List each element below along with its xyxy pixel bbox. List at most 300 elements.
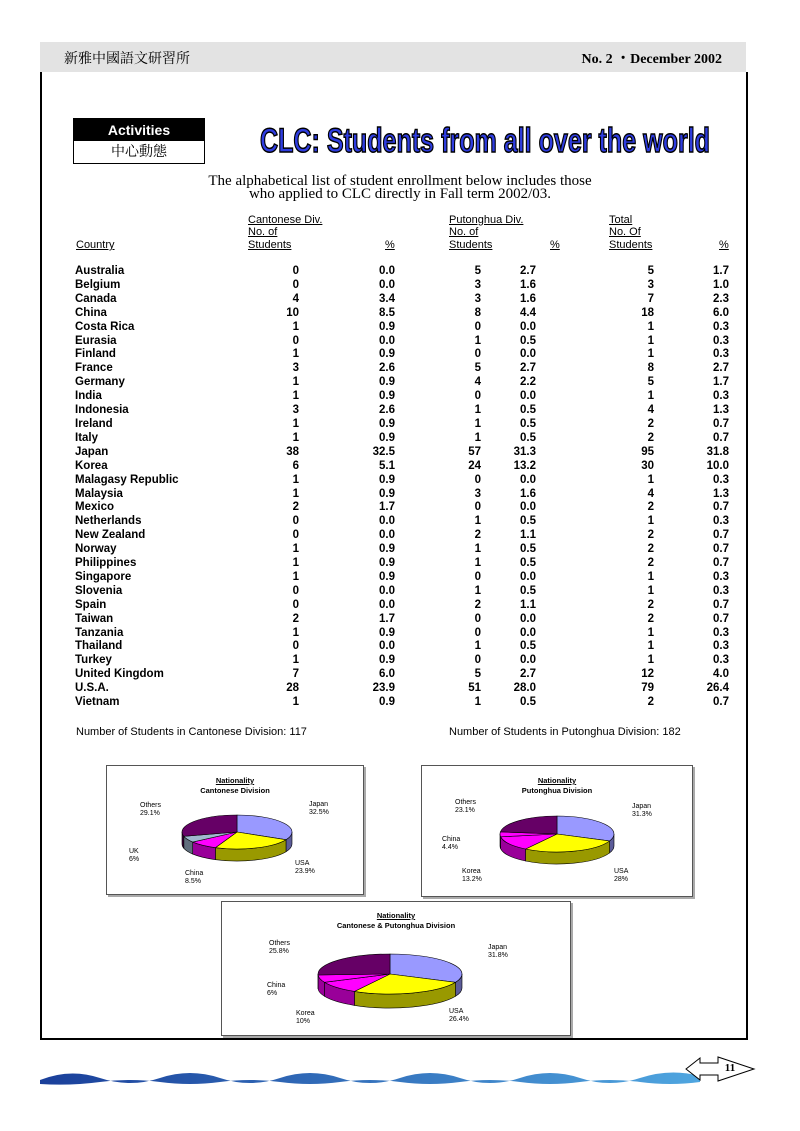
value-cell: 1.7 [379, 612, 395, 625]
table-row [75, 307, 729, 321]
value-cell: 4 [474, 376, 481, 389]
value-cell: 23.9 [372, 682, 395, 695]
value-cell: 2 [292, 612, 299, 625]
country-cell: United Kingdom [75, 668, 164, 681]
value-cell: 0.0 [520, 612, 536, 625]
value-cell: 2.2 [520, 376, 536, 389]
activities-subtitle: 中心動態 [111, 144, 167, 160]
value-cell: 1.7 [713, 265, 729, 277]
value-cell: 0.3 [713, 473, 729, 486]
value-cell: 1 [474, 404, 481, 417]
value-cell: 0.5 [520, 515, 536, 528]
intro-line-2: who applied to CLC directly in Fall term 2002/03. [248, 186, 552, 202]
table-row [75, 335, 729, 349]
slice-label-korea: Korea 13.2% [462, 868, 482, 883]
table-row [75, 515, 729, 529]
value-cell: 0.5 [520, 404, 536, 417]
page-number: 11 [724, 1062, 736, 1074]
value-cell: 7 [292, 668, 299, 681]
value-cell: 0.7 [713, 696, 729, 709]
value-cell: 0.7 [713, 557, 729, 570]
table-row [75, 390, 729, 404]
value-cell: 0 [292, 584, 299, 597]
chart-title-nationality: Nationality [215, 776, 255, 785]
slice-label-japan: Japan 31.3% [632, 803, 652, 818]
value-cell: 0 [292, 529, 299, 542]
value-cell: 2.6 [379, 404, 395, 417]
value-cell: 26.4 [706, 682, 729, 695]
value-cell: 0.0 [379, 334, 395, 347]
value-cell: 0.0 [379, 529, 395, 542]
value-cell: 1.6 [520, 292, 536, 305]
country-cell: Turkey [75, 654, 112, 667]
value-cell: 0.9 [379, 543, 395, 556]
chart-title-nationality: Nationality [537, 776, 577, 785]
table-row [75, 599, 729, 613]
value-cell: 2 [647, 696, 654, 709]
chart-subtitle: Putonghua Division [521, 786, 593, 795]
value-cell: 0 [474, 348, 481, 361]
table-row [75, 460, 729, 474]
country-cell: Slovenia [75, 584, 123, 597]
value-cell: 2.3 [713, 292, 729, 305]
value-cell: 0.0 [520, 501, 536, 514]
value-cell: 6 [292, 459, 299, 472]
country-cell: Canada [75, 292, 117, 305]
value-cell: 2 [647, 612, 654, 625]
value-cell: 0.0 [520, 320, 536, 333]
value-cell: 0.9 [379, 376, 395, 389]
value-cell: 2.6 [379, 362, 395, 375]
banner-text: CLC: Students from all over the world [260, 122, 710, 160]
country-cell: Japan [75, 445, 109, 458]
country-cell: Eurasia [75, 334, 117, 347]
value-cell: 0.0 [520, 390, 536, 403]
country-cell: Korea [75, 459, 108, 472]
value-cell: 0.0 [379, 278, 395, 291]
value-cell: 2 [474, 529, 481, 542]
country-cell: Australia [75, 265, 125, 277]
value-cell: 1 [647, 584, 654, 597]
value-cell: 1 [474, 584, 481, 597]
value-cell: 28.0 [513, 682, 536, 695]
value-cell: 31.8 [706, 445, 729, 458]
country-cell: France [75, 362, 113, 375]
chart-title-nationality: Nationality [376, 911, 416, 920]
table-row [75, 501, 729, 515]
header-putonghua-pct: % [550, 239, 560, 251]
value-cell: 1 [647, 473, 654, 486]
value-cell: 6.0 [379, 668, 395, 681]
value-cell: 4 [647, 487, 654, 500]
value-cell: 3 [474, 278, 481, 291]
value-cell: 0 [474, 320, 481, 333]
value-cell: 1 [474, 640, 481, 653]
header-cantonese-no: No. of [248, 226, 278, 239]
value-cell: 5 [474, 265, 481, 277]
cantonese-summary: Number of Students in Cantonese Division: 117 [76, 726, 307, 738]
value-cell: 1 [292, 626, 299, 639]
value-cell: 0 [292, 515, 299, 528]
value-cell: 5 [647, 376, 654, 389]
slice-label-uk: UK 6% [129, 848, 140, 863]
country-cell: India [75, 390, 102, 403]
value-cell: 0 [292, 640, 299, 653]
table-row [75, 432, 729, 446]
value-cell: 0.0 [520, 473, 536, 486]
table-row [75, 362, 729, 376]
intro-line-1: The alphabetical list of student enrollment below includes those [208, 173, 592, 189]
value-cell: 0.3 [713, 584, 729, 597]
publication-title: 新雅中國語文研習所 [64, 51, 190, 67]
slice-label-others: Others 29.1% [140, 802, 162, 817]
slice-label-korea: Korea 10% [296, 1010, 315, 1025]
value-cell: 2.7 [520, 668, 536, 681]
country-cell: Malaysia [75, 487, 123, 500]
value-cell: 4.0 [713, 668, 729, 681]
value-cell: 0.9 [379, 390, 395, 403]
value-cell: 8.5 [379, 306, 395, 319]
pie-chart-putonghua [421, 765, 693, 897]
value-cell: 0 [474, 626, 481, 639]
value-cell: 0.7 [713, 501, 729, 514]
header-total: Total [609, 214, 633, 226]
value-cell: 0.9 [379, 348, 395, 361]
value-cell: 1 [647, 654, 654, 667]
value-cell: 1.6 [520, 487, 536, 500]
table-row [75, 488, 729, 502]
country-cell: Taiwan [75, 612, 114, 625]
value-cell: 0.9 [379, 320, 395, 333]
value-cell: 1 [647, 334, 654, 347]
value-cell: 2 [474, 598, 481, 611]
table-row [75, 696, 729, 710]
value-cell: 4.4 [520, 306, 536, 319]
value-cell: 0.0 [379, 598, 395, 611]
value-cell: 5 [647, 265, 654, 277]
value-cell: 2.7 [713, 362, 729, 375]
value-cell: 0.3 [713, 654, 729, 667]
country-cell: Vietnam [75, 696, 120, 709]
value-cell: 1 [647, 390, 654, 403]
value-cell: 1 [292, 570, 299, 583]
value-cell: 1 [292, 348, 299, 361]
country-cell: Germany [75, 376, 125, 389]
country-cell: Netherlands [75, 515, 142, 528]
header-putonghua-students: Students [449, 238, 493, 251]
value-cell: 8 [474, 306, 481, 319]
header-total-pct: % [719, 239, 729, 251]
value-cell: 1 [474, 417, 481, 430]
value-cell: 5 [474, 668, 481, 681]
value-cell: 0.9 [379, 696, 395, 709]
value-cell: 1.3 [713, 404, 729, 417]
value-cell: 0.5 [520, 334, 536, 347]
value-cell: 0.7 [713, 529, 729, 542]
table-row [75, 279, 729, 293]
value-cell: 0 [292, 265, 299, 277]
value-cell: 0.0 [520, 626, 536, 639]
activities-badge [73, 118, 205, 164]
intro-paragraph [150, 175, 650, 201]
value-cell: 24 [468, 459, 481, 472]
pie-chart-combined [221, 901, 571, 1036]
pie-slice-others [500, 816, 557, 834]
country-cell: Tanzania [75, 626, 124, 639]
value-cell: 0.0 [520, 570, 536, 583]
value-cell: 1 [474, 334, 481, 347]
table-row [75, 613, 729, 627]
header-cantonese-pct: % [385, 239, 395, 251]
country-cell: Spain [75, 598, 107, 611]
table-row [75, 446, 729, 460]
slice-label-japan: Japan 32.5% [309, 801, 329, 816]
value-cell: 0.3 [713, 390, 729, 403]
value-cell: 0 [292, 278, 299, 291]
value-cell: 1.7 [713, 376, 729, 389]
value-cell: 0.9 [379, 487, 395, 500]
value-cell: 1 [292, 543, 299, 556]
value-cell: 1 [292, 654, 299, 667]
country-cell: Indonesia [75, 404, 129, 417]
value-cell: 0.9 [379, 431, 395, 444]
table-row [75, 529, 729, 543]
value-cell: 3 [474, 292, 481, 305]
value-cell: 0.3 [713, 348, 729, 361]
activities-title: Activities [74, 119, 204, 141]
value-cell: 0.3 [713, 570, 729, 583]
value-cell: 57 [468, 445, 481, 458]
country-cell: New Zealand [75, 529, 146, 542]
country-cell: Thailand [75, 640, 123, 653]
table-row [75, 571, 729, 585]
value-cell: 1 [647, 515, 654, 528]
value-cell: 0.0 [379, 265, 395, 277]
footer-wave-decoration [40, 1060, 700, 1090]
value-cell: 0.5 [520, 696, 536, 709]
chart-subtitle: Cantonese & Putonghua Division [336, 921, 456, 930]
table-row [75, 474, 729, 488]
value-cell: 0.0 [379, 584, 395, 597]
value-cell: 1 [474, 515, 481, 528]
value-cell: 0 [474, 501, 481, 514]
issue-label: No. 2 ・December 2002 [581, 52, 722, 67]
value-cell: 1 [474, 696, 481, 709]
value-cell: 0 [474, 654, 481, 667]
slice-label-china: China 6% [267, 982, 286, 997]
table-row [75, 668, 729, 682]
value-cell: 0.0 [520, 348, 536, 361]
country-cell: Belgium [75, 278, 121, 291]
value-cell: 0.3 [713, 626, 729, 639]
value-cell: 1 [292, 557, 299, 570]
value-cell: 0.9 [379, 654, 395, 667]
slice-label-usa: USA 23.9% [295, 860, 315, 875]
country-cell: Philippines [75, 557, 137, 570]
value-cell: 1 [647, 348, 654, 361]
value-cell: 2 [647, 417, 654, 430]
value-cell: 0 [474, 612, 481, 625]
country-cell: Singapore [75, 570, 132, 583]
value-cell: 13.2 [513, 459, 536, 472]
value-cell: 1 [292, 390, 299, 403]
table-row [75, 627, 729, 641]
value-cell: 1 [292, 473, 299, 486]
value-cell: 1.1 [520, 598, 536, 611]
value-cell: 1 [647, 320, 654, 333]
value-cell: 0 [292, 334, 299, 347]
table-row [75, 418, 729, 432]
slice-label-china: China 4.4% [442, 836, 461, 851]
value-cell: 1 [474, 431, 481, 444]
value-cell: 0.5 [520, 584, 536, 597]
header-total-no: No. Of [609, 226, 641, 239]
value-cell: 0 [474, 570, 481, 583]
value-cell: 0.7 [713, 431, 729, 444]
value-cell: 2 [292, 501, 299, 514]
pie-slice-others [318, 954, 390, 975]
value-cell: 2 [647, 598, 654, 611]
slice-label-others: Others 25.8% [269, 940, 291, 955]
value-cell: 1.7 [379, 501, 395, 514]
value-cell: 0.7 [713, 543, 729, 556]
value-cell: 4 [292, 292, 299, 305]
value-cell: 0.3 [713, 515, 729, 528]
table-row [75, 654, 729, 668]
value-cell: 0.7 [713, 598, 729, 611]
value-cell: 3 [292, 362, 299, 375]
enrollment-table [75, 265, 729, 710]
table-row [75, 321, 729, 335]
header-cantonese-students: Students [248, 238, 292, 251]
banner-title [255, 114, 715, 166]
value-cell: 30 [641, 459, 654, 472]
value-cell: 8 [647, 362, 654, 375]
value-cell: 1 [292, 417, 299, 430]
chart-subtitle: Cantonese Division [200, 786, 270, 795]
value-cell: 2 [647, 529, 654, 542]
value-cell: 1 [292, 696, 299, 709]
value-cell: 0.5 [520, 640, 536, 653]
value-cell: 1 [292, 487, 299, 500]
table-row [75, 348, 729, 362]
value-cell: 0.5 [520, 417, 536, 430]
country-cell: Norway [75, 543, 117, 556]
slice-label-japan: Japan 31.8% [488, 944, 508, 959]
value-cell: 0.5 [520, 543, 536, 556]
value-cell: 31.3 [513, 445, 536, 458]
slice-label-others: Others 23.1% [455, 799, 477, 814]
header-putonghua-group [449, 214, 523, 251]
value-cell: 18 [641, 306, 654, 319]
value-cell: 0 [474, 390, 481, 403]
country-cell: China [75, 306, 107, 319]
value-cell: 0.3 [713, 320, 729, 333]
table-row [75, 293, 729, 307]
enrollment-table-body [75, 265, 729, 710]
value-cell: 1.3 [713, 487, 729, 500]
value-cell: 51 [468, 682, 481, 695]
value-cell: 1 [474, 543, 481, 556]
value-cell: 28 [286, 682, 299, 695]
value-cell: 1.0 [713, 278, 729, 291]
country-cell: Italy [75, 431, 99, 444]
value-cell: 1 [474, 557, 481, 570]
value-cell: 4 [647, 404, 654, 417]
value-cell: 1 [292, 320, 299, 333]
table-row [75, 585, 729, 599]
value-cell: 79 [641, 682, 654, 695]
value-cell: 3 [292, 404, 299, 417]
putonghua-summary: Number of Students in Putonghua Division: 182 [449, 726, 681, 738]
value-cell: 0.9 [379, 626, 395, 639]
header-putonghua-no: No. of [449, 226, 479, 239]
value-cell: 0.5 [520, 431, 536, 444]
value-cell: 0.9 [379, 417, 395, 430]
header-bar [40, 42, 746, 72]
table-row [75, 265, 729, 279]
value-cell: 0 [474, 473, 481, 486]
value-cell: 2 [647, 431, 654, 444]
value-cell: 0.5 [520, 557, 536, 570]
value-cell: 0.7 [713, 612, 729, 625]
table-row [75, 640, 729, 654]
value-cell: 1 [647, 640, 654, 653]
value-cell: 2.7 [520, 362, 536, 375]
value-cell: 3.4 [379, 292, 395, 305]
value-cell: 0.9 [379, 570, 395, 583]
value-cell: 12 [641, 668, 654, 681]
value-cell: 2 [647, 501, 654, 514]
value-cell: 1 [647, 626, 654, 639]
value-cell: 0.9 [379, 557, 395, 570]
table-row [75, 543, 729, 557]
value-cell: 2 [647, 557, 654, 570]
value-cell: 6.0 [713, 306, 729, 319]
value-cell: 10 [286, 306, 299, 319]
slice-label-usa: USA 28% [614, 868, 629, 883]
value-cell: 38 [286, 445, 299, 458]
value-cell: 1 [292, 431, 299, 444]
value-cell: 0.0 [379, 640, 395, 653]
table-row [75, 376, 729, 390]
value-cell: 5 [474, 362, 481, 375]
value-cell: 3 [474, 487, 481, 500]
table-row [75, 404, 729, 418]
value-cell: 95 [641, 445, 654, 458]
header-total-group [609, 214, 652, 251]
pie-svg [222, 902, 570, 1035]
country-cell: Ireland [75, 417, 113, 430]
country-cell: Costa Rica [75, 320, 135, 333]
value-cell: 0.9 [379, 473, 395, 486]
slice-label-china: China 8.5% [185, 870, 204, 885]
value-cell: 1 [292, 376, 299, 389]
table-row [75, 682, 729, 696]
value-cell: 10.0 [706, 459, 729, 472]
value-cell: 0.3 [713, 334, 729, 347]
header-cantonese-div: Cantonese Div. [248, 214, 323, 226]
value-cell: 0.7 [713, 417, 729, 430]
country-cell: Mexico [75, 501, 114, 514]
value-cell: 1.6 [520, 278, 536, 291]
header-country: Country [76, 239, 115, 251]
value-cell: 0.0 [379, 515, 395, 528]
value-cell: 0 [292, 598, 299, 611]
header-putonghua-div: Putonghua Div. [449, 214, 524, 226]
value-cell: 32.5 [372, 445, 395, 458]
slice-label-usa: USA 26.4% [449, 1008, 469, 1023]
